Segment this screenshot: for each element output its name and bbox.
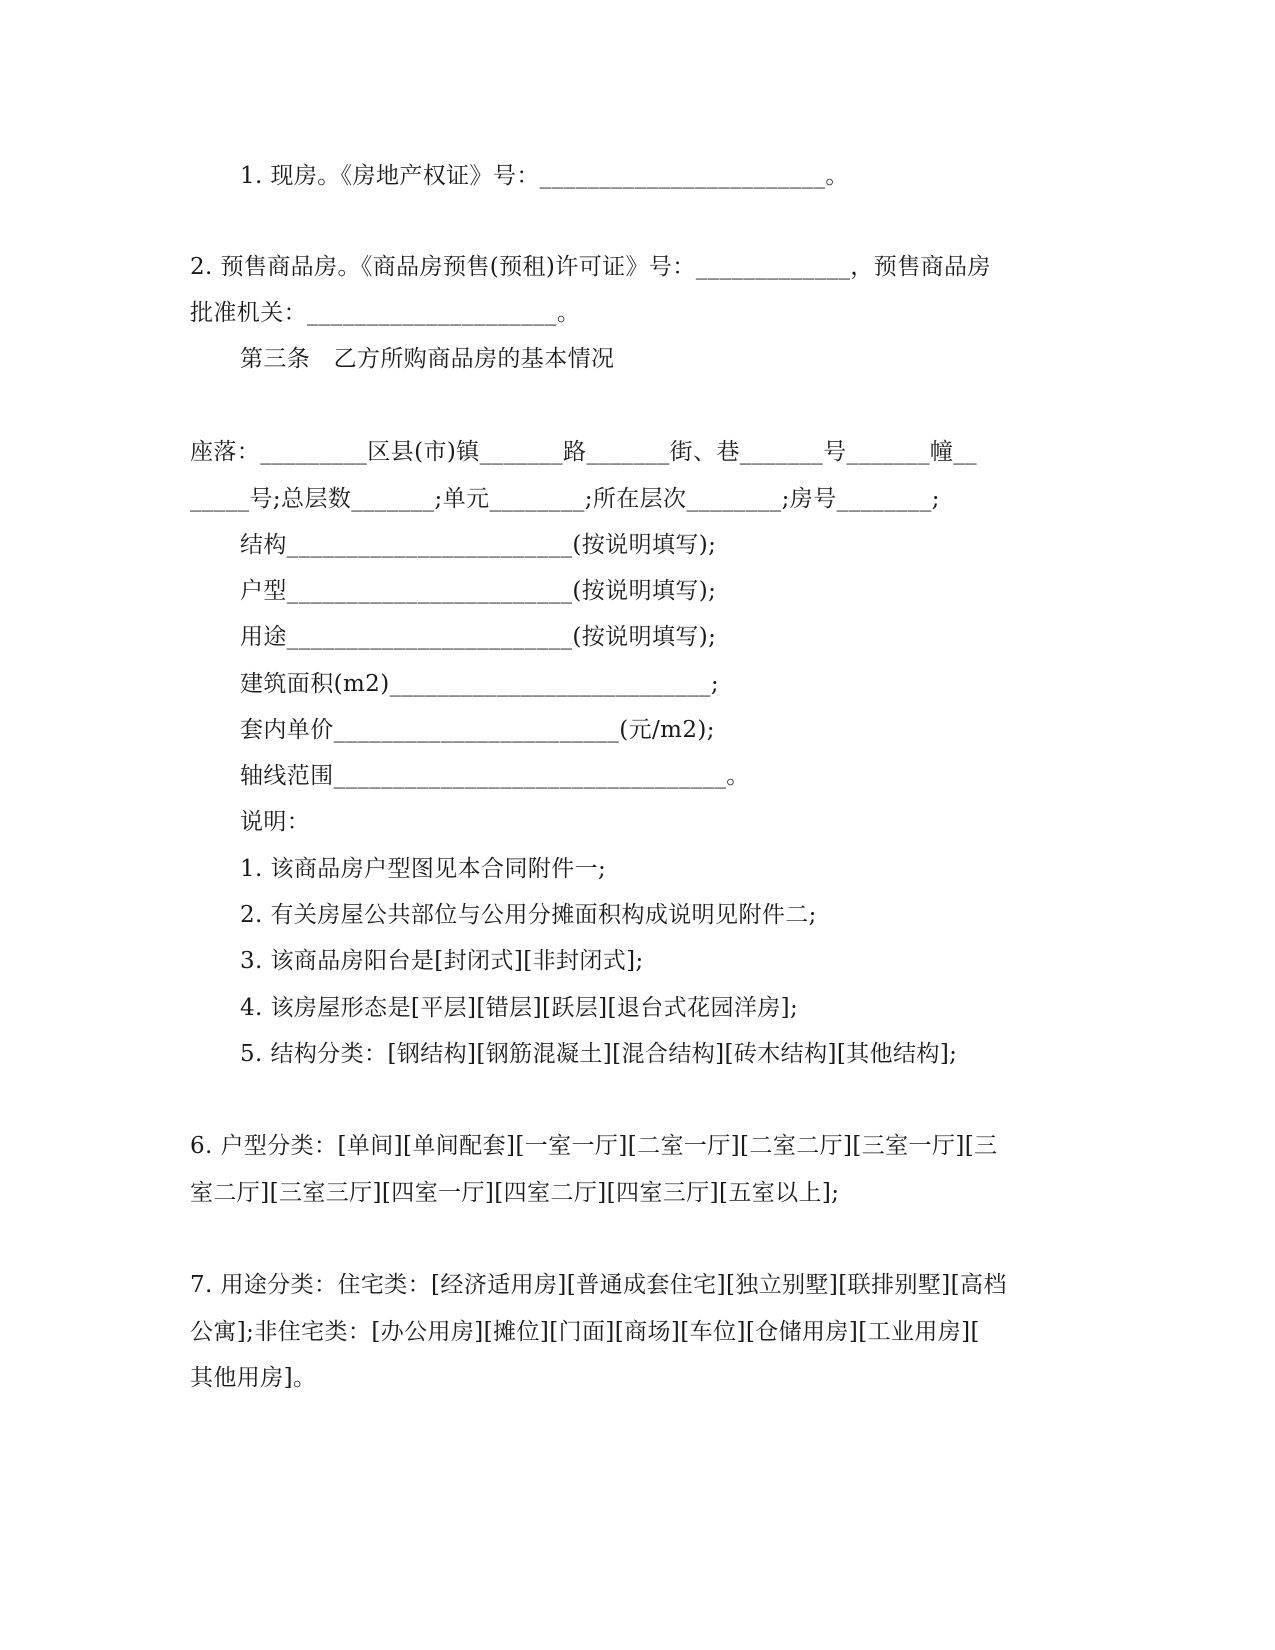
text-line-existing-house: 1. 现房。《房地产权证》号：________________________。 [240, 163, 849, 189]
text-line-note-7-cont: 公寓];非住宅类：[办公用房][摊位][门面][商场][车位][仓储用房][工业用房][ [190, 1319, 980, 1345]
text-line-note-1: 1. 该商品房户型图见本合同附件一; [240, 856, 607, 882]
text-line-note-5: 5. 结构分类：[钢结构][钢筋混凝土][混合结构][砖木结构][其他结构]; [240, 1041, 958, 1067]
text-line-location: 座落：_________区县(市)镇_______路_______街、巷_______号_______幢__ [190, 439, 978, 465]
text-line-floor-area: 建筑面积(m2)___________________________; [240, 671, 720, 697]
text-line-location-cont: _____号;总层数_______;单元________;所在层次________;房号________; [190, 486, 940, 512]
text-line-note-7-end: 其他用房]。 [190, 1365, 317, 1391]
text-line-axis-range: 轴线范围_________________________________。 [240, 763, 750, 789]
text-line-unit-type: 户型________________________(按说明填写); [240, 578, 717, 604]
text-line-note-3: 3. 该商品房阳台是[封闭式][非封闭式]; [240, 948, 644, 974]
text-line-approval-authority: 批准机关：_____________________。 [190, 300, 581, 326]
text-line-note-2: 2. 有关房屋公共部位与公用分摊面积构成说明见附件二; [240, 902, 817, 928]
text-line-structure: 结构________________________(按说明填写); [240, 532, 717, 558]
text-line-note-6: 6. 户型分类：[单间][单间配套][一室一厅][二室一厅][二室二厅][三室一厅][三 [190, 1133, 998, 1159]
text-line-notes-heading: 说明： [240, 809, 311, 835]
section-heading-article-3: 第三条 乙方所购商品房的基本情况 [240, 346, 615, 372]
text-line-note-7: 7. 用途分类：住宅类：[经济适用房][普通成套住宅][独立别墅][联排别墅][高档 [190, 1272, 1007, 1298]
text-line-note-4: 4. 该房屋形态是[平层][错层][跃层][退台式花园洋房]; [240, 995, 799, 1021]
text-line-unit-price: 套内单价________________________(元/m2); [240, 717, 715, 743]
text-line-note-6-cont: 室二厅][三室三厅][四室一厅][四室二厅][四室三厅][五室以上]; [190, 1180, 840, 1206]
text-line-usage: 用途________________________(按说明填写); [240, 624, 717, 650]
text-line-presale-house: 2. 预售商品房。《商品房预售(预租)许可证》号：_____________，预售商品房 [190, 254, 991, 280]
